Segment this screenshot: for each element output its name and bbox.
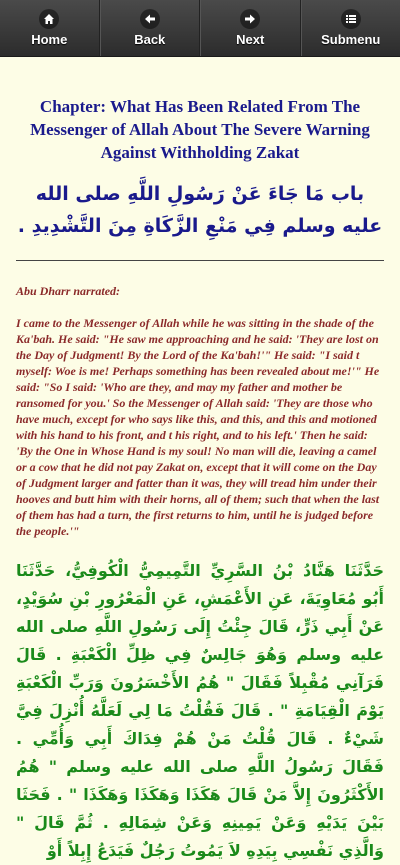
chapter-title-arabic: باب مَا جَاءَ عَنْ رَسُولِ اللَّهِ صلى الله عليه وسلم فِي مَنْعِ الزَّكَاةِ مِنَ التَّشْدِيدِ . [16, 178, 384, 242]
next-button[interactable] [200, 0, 301, 56]
chapter-title-english: Chapter: What Has Been Related From The Messenger of Allah About The Severe Warning Against Withholding Zakat [16, 95, 384, 164]
home-label: Home [31, 32, 67, 47]
submenu-button[interactable] [301, 0, 400, 56]
next-label: Next [236, 32, 264, 47]
list-icon [341, 9, 361, 29]
home-button[interactable] [0, 0, 100, 56]
hadith-text-english: I came to the Messenger of Allah while he was sitting in the shade of the Ka'bah. He said: "He saw me approaching and he said: 'They are lost on the Day of Judgment! By the Lord of the Ka'bah!'" He said: "I said t myself: Woe is me! Perhaps something has been revealed about me!'" He said: "So I said: 'Who are they, and may my father and mother be ransomed for you.' So the Messenger of Allah said: 'They are those who have much, except for who says like this, and this, and this and motioned with his hand to his front, and t his right, and to his left.' Then he said: 'By the One in Whose Hand is my soul! No man will die, leaving a camel or a cow that he did not pay Zakat on, except that it will come on the Day of Judgment larger and fatter than it was, they will tread him under their hooves and butt him with their horns, all of them; such that when the last of them has had a turn, the first returns to him, until he is judged before the people.'" [16, 315, 384, 539]
hadith-narrator: Abu Dharr narrated: [16, 283, 384, 299]
arrow-left-icon [140, 9, 160, 29]
top-navbar [0, 0, 400, 57]
arrow-right-icon [240, 9, 260, 29]
chapter-content[interactable] [0, 57, 400, 800]
divider [16, 260, 384, 261]
home-icon [39, 9, 59, 29]
back-button[interactable] [100, 0, 201, 56]
hadith-text-arabic: حَدَّثَنَا هَنَّادُ بْنُ السَّرِيِّ التَّمِيمِيُّ الْكُوفِيُّ، حَدَّثَنَا أَبُو مُعَاوِيَةَ، عَنِ الأَعْمَشِ، عَنِ الْمَعْرُورِ بْنِ سُوَيْدٍ، عَنْ أَبِي ذَرٍّ، قَالَ جِئْتُ إِلَى رَسُولِ اللَّهِ صلى الله عليه وسلم وَهُوَ جَالِسٌ فِي ظِلِّ الْكَعْبَةِ . قَالَ فَرَآنِي مُقْبِلاً فَقَالَ " هُمُ الأَخْسَرُونَ وَرَبِّ الْكَعْبَةِ يَوْمَ الْقِيَامَةِ " . قَالَ فَقُلْتُ مَا لِي لَعَلَّهُ أُنْزِلَ فِيَّ شَيْءٌ . قَالَ قُلْتُ مَنْ هُمْ فِدَاكَ أَبِي وَأُمِّي . فَقَالَ رَسُولُ اللَّهِ صلى الله عليه وسلم " هُمُ الأَكْثَرُونَ إِلاَّ مَنْ قَالَ هَكَذَا وَهَكَذَا وَهَكَذَا " . فَحَثَا بَيْنَ يَدَيْهِ وَعَنْ يَمِينِهِ وَعَنْ شِمَالِهِ . ثُمَّ قَالَ " وَالَّذِي نَفْسِي بِيَدِهِ لاَ يَمُوتُ رَجُلٌ فَيَدَعُ إِبِلاً أَوْ [16, 557, 384, 865]
back-label: Back [134, 32, 165, 47]
submenu-label: Submenu [321, 32, 380, 47]
